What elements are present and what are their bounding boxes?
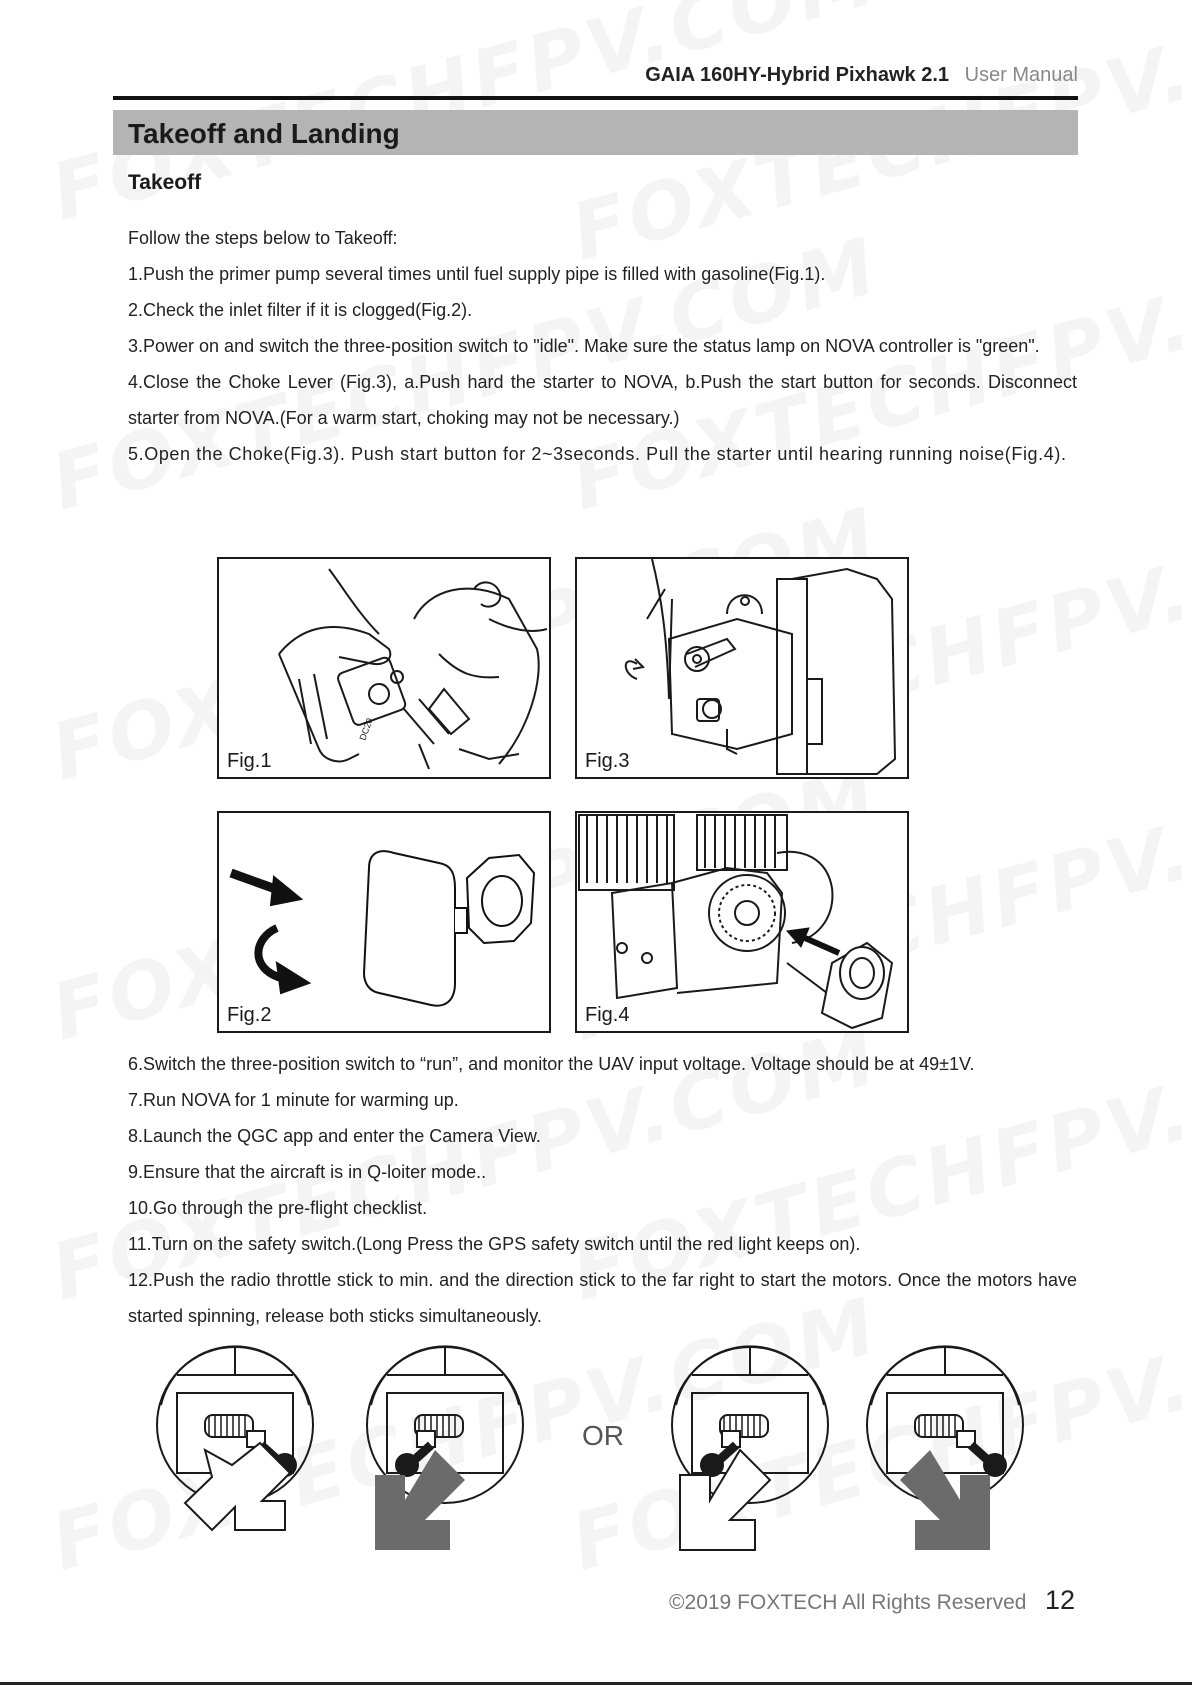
figure-4 (575, 811, 909, 1033)
step-item: 2.Check the inlet filter if it is clogged(Fig.2). (128, 300, 473, 320)
subsection-title: Takeoff (128, 171, 202, 194)
section-title: Takeoff and Landing (128, 118, 400, 149)
arrow-down-right-outline-icon (185, 1443, 290, 1530)
section-title-bar (113, 110, 1078, 155)
intro-text: Follow the steps below to Takeoff: (128, 228, 398, 248)
arrow-down-right-filled-icon (900, 1450, 990, 1550)
steps-after (128, 1046, 1077, 1334)
steps-before (128, 220, 1077, 472)
primer-pump-illustration (219, 559, 549, 777)
step-item: 9.Ensure that the aircraft is in Q-loiter mode.. (128, 1162, 487, 1182)
step-item: 11.Turn on the safety switch.(Long Press the GPS safety switch until the red light keeps on). (128, 1234, 861, 1254)
figure-3 (575, 557, 909, 779)
part-label: DC20 (357, 716, 375, 742)
or-separator: OR (582, 1420, 624, 1451)
figure-2-label: Fig.2 (227, 1004, 272, 1026)
header-doc-type: User Manual (964, 64, 1078, 86)
figure-1-label: Fig.1 (227, 750, 272, 772)
choke-lever-illustration (577, 559, 907, 777)
figure-2 (217, 811, 551, 1033)
figure-3-label: Fig.3 (585, 750, 630, 772)
engine-starter-illustration (577, 813, 907, 1031)
page-number: 12 (1044, 1585, 1075, 1615)
step-item: 5.Open the Choke(Fig.3). Push start button for 2~3seconds. Pull the starter until hearing running noise(Fig.4). (128, 444, 1067, 464)
step-item: 7.Run NOVA for 1 minute for warming up. (128, 1090, 459, 1110)
figure-1 (217, 557, 551, 779)
header-model: GAIA 160HY-Hybrid Pixhawk 2.1 (645, 64, 950, 86)
header-rule (113, 96, 1078, 100)
inlet-filter-illustration (219, 813, 549, 1031)
copyright: ©2019 FOXTECH All Rights Reserved (669, 1591, 1027, 1614)
page-header (113, 64, 1078, 87)
step-item: 10.Go through the pre-flight checklist. (128, 1198, 428, 1218)
page-footer (600, 1585, 1075, 1616)
step-item: 3.Power on and switch the three-position switch to "idle". Make sure the status lamp on NOVA controller is "green". (128, 336, 1040, 356)
step-item: 8.Launch the QGC app and enter the Camera View. (128, 1126, 541, 1146)
arrow-down-left-outline-icon (680, 1450, 770, 1550)
step-item: 4.Close the Choke Lever (Fig.3), a.Push hard the starter to NOVA, b.Push the start button for seconds. Disconnect starter from NOVA.(For a warm start, choking may not be necessary.) (128, 372, 1077, 428)
step-item: 1.Push the primer pump several times until fuel supply pipe is filled with gasoline(Fig.1). (128, 264, 826, 284)
step-item: 6.Switch the three-position switch to “run”, and monitor the UAV input voltage. Voltage should be at 49±1V. (128, 1054, 975, 1074)
arrow-down-left-filled-icon (375, 1450, 465, 1550)
step-item: 12.Push the radio throttle stick to min. and the direction stick to the far right to start the motors. Once the motors have started spinning, release both sticks simultaneously. (128, 1270, 1077, 1326)
figure-4-label: Fig.4 (585, 1004, 630, 1026)
